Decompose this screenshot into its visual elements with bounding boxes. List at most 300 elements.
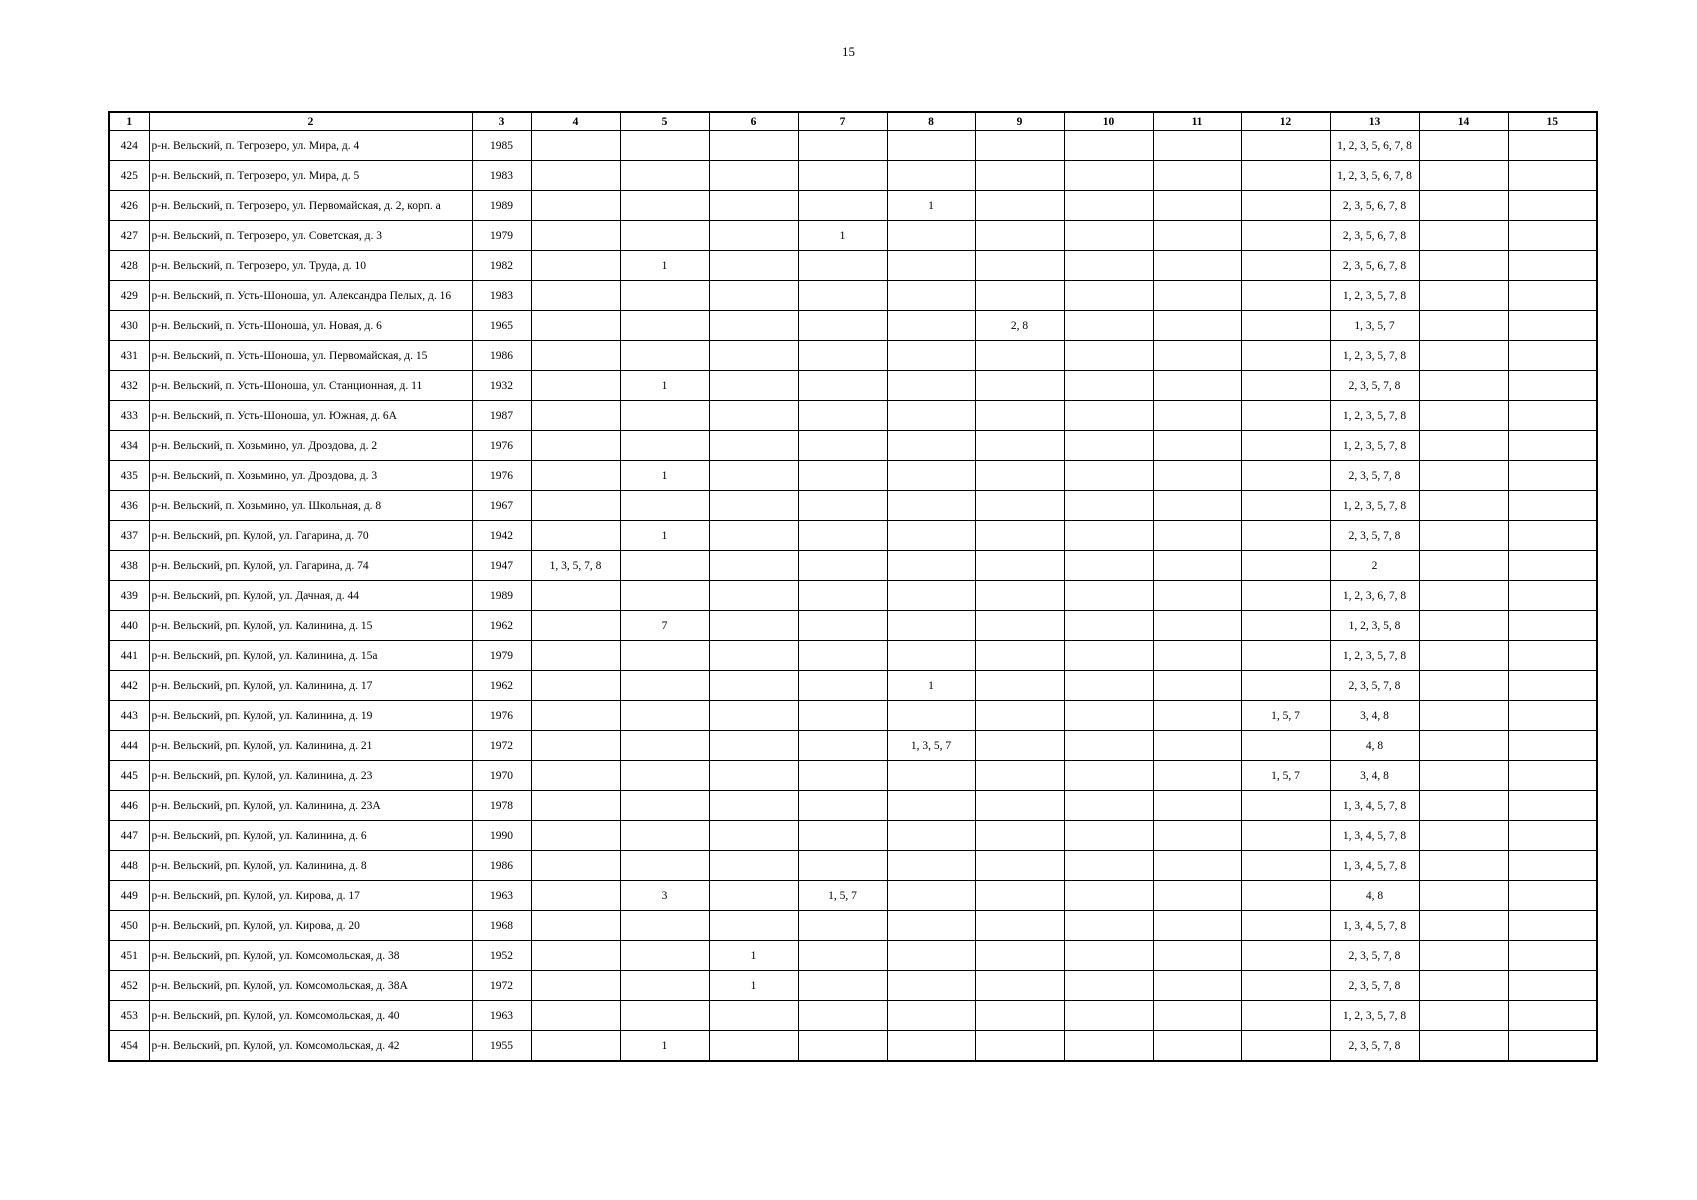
table-cell bbox=[620, 401, 709, 431]
column-header-7: 7 bbox=[798, 112, 887, 131]
table-cell: 1963 bbox=[472, 1001, 531, 1031]
table-row bbox=[109, 401, 1597, 431]
table-cell: 4, 8 bbox=[1330, 731, 1419, 761]
table-row bbox=[109, 1031, 1597, 1062]
table-cell: 1, 3, 4, 5, 7, 8 bbox=[1330, 791, 1419, 821]
table-cell bbox=[531, 1001, 620, 1031]
address-cell: р-н. Вельский, рп. Кулой, ул. Комсомольская, д. 38 bbox=[149, 941, 472, 971]
table-cell: 1 bbox=[620, 251, 709, 281]
table-cell: 1 bbox=[620, 371, 709, 401]
table-cell bbox=[620, 911, 709, 941]
table-cell bbox=[887, 551, 975, 581]
table-cell bbox=[1508, 551, 1597, 581]
table-cell bbox=[1419, 221, 1508, 251]
table-cell: 1, 2, 3, 5, 7, 8 bbox=[1330, 431, 1419, 461]
table-cell bbox=[975, 641, 1064, 671]
table-cell bbox=[1064, 731, 1153, 761]
table-cell bbox=[531, 701, 620, 731]
table-cell bbox=[1241, 671, 1330, 701]
table-cell bbox=[620, 701, 709, 731]
table-cell bbox=[1241, 491, 1330, 521]
address-cell: р-н. Вельский, рп. Кулой, ул. Гагарина, д. 70 bbox=[149, 521, 472, 551]
table-cell bbox=[531, 761, 620, 791]
table-cell bbox=[798, 971, 887, 1001]
column-header-11: 11 bbox=[1153, 112, 1241, 131]
table-cell bbox=[798, 491, 887, 521]
table-cell: 1, 5, 7 bbox=[1241, 761, 1330, 791]
table-cell: 1986 bbox=[472, 341, 531, 371]
table-cell bbox=[1419, 641, 1508, 671]
table-cell bbox=[1064, 611, 1153, 641]
table-cell bbox=[887, 881, 975, 911]
table-cell bbox=[887, 221, 975, 251]
table-cell bbox=[1241, 431, 1330, 461]
table-cell: 1, 3, 4, 5, 7, 8 bbox=[1330, 911, 1419, 941]
table-cell bbox=[1241, 461, 1330, 491]
table-cell bbox=[620, 851, 709, 881]
table-cell bbox=[798, 251, 887, 281]
column-header-1: 1 bbox=[109, 112, 149, 131]
table-cell bbox=[887, 821, 975, 851]
table-cell bbox=[531, 941, 620, 971]
table-cell bbox=[1064, 761, 1153, 791]
table-cell bbox=[1153, 551, 1241, 581]
table-cell: 1985 bbox=[472, 131, 531, 161]
table-row bbox=[109, 371, 1597, 401]
table-cell bbox=[620, 341, 709, 371]
table-cell bbox=[709, 611, 798, 641]
table-cell: 1955 bbox=[472, 1031, 531, 1062]
table-cell bbox=[975, 851, 1064, 881]
column-header-4: 4 bbox=[531, 112, 620, 131]
table-cell bbox=[531, 311, 620, 341]
table-cell: 1, 3, 5, 7, 8 bbox=[531, 551, 620, 581]
table-cell bbox=[531, 371, 620, 401]
table-cell bbox=[1419, 551, 1508, 581]
table-cell bbox=[1064, 221, 1153, 251]
table-cell bbox=[975, 341, 1064, 371]
table-row bbox=[109, 191, 1597, 221]
table-cell bbox=[1419, 161, 1508, 191]
table-cell bbox=[887, 941, 975, 971]
table-cell bbox=[1241, 731, 1330, 761]
table-cell: 1 bbox=[620, 1031, 709, 1062]
table-cell: 4, 8 bbox=[1330, 881, 1419, 911]
table-cell bbox=[709, 251, 798, 281]
table-cell bbox=[1419, 581, 1508, 611]
address-cell: р-н. Вельский, рп. Кулой, ул. Калинина, д. 21 bbox=[149, 731, 472, 761]
table-cell bbox=[975, 611, 1064, 641]
table-cell bbox=[1153, 761, 1241, 791]
table-cell bbox=[975, 941, 1064, 971]
table-cell bbox=[1241, 161, 1330, 191]
table-cell bbox=[531, 401, 620, 431]
table-cell: 2, 3, 5, 7, 8 bbox=[1330, 521, 1419, 551]
table-cell bbox=[620, 971, 709, 1001]
address-cell: р-н. Вельский, рп. Кулой, ул. Калинина, д. 6 bbox=[149, 821, 472, 851]
table-cell bbox=[887, 341, 975, 371]
table-cell bbox=[1241, 1001, 1330, 1031]
table-cell bbox=[531, 611, 620, 641]
table-cell bbox=[709, 761, 798, 791]
table-cell bbox=[798, 641, 887, 671]
table-cell bbox=[1064, 881, 1153, 911]
table-cell bbox=[620, 551, 709, 581]
table-cell bbox=[887, 491, 975, 521]
table-cell bbox=[1064, 671, 1153, 701]
table-cell bbox=[531, 881, 620, 911]
table-cell bbox=[1241, 611, 1330, 641]
row-number-cell: 426 bbox=[109, 191, 149, 221]
table-cell bbox=[531, 851, 620, 881]
table-cell bbox=[531, 461, 620, 491]
table-cell bbox=[1419, 341, 1508, 371]
address-cell: р-н. Вельский, п. Тегрозеро, ул. Труда, д. 10 bbox=[149, 251, 472, 281]
row-number-cell: 428 bbox=[109, 251, 149, 281]
table-cell bbox=[1064, 971, 1153, 1001]
table-cell bbox=[1508, 341, 1597, 371]
address-cell: р-н. Вельский, п. Усть-Шоноша, ул. Южная, д. 6А bbox=[149, 401, 472, 431]
table-cell bbox=[975, 881, 1064, 911]
table-cell bbox=[975, 191, 1064, 221]
table-cell bbox=[709, 791, 798, 821]
table-cell bbox=[887, 791, 975, 821]
table-cell bbox=[709, 581, 798, 611]
row-number-cell: 445 bbox=[109, 761, 149, 791]
table-cell bbox=[798, 431, 887, 461]
table-cell bbox=[975, 251, 1064, 281]
table-cell: 1, 3, 4, 5, 7, 8 bbox=[1330, 821, 1419, 851]
table-cell: 3, 4, 8 bbox=[1330, 701, 1419, 731]
table-cell: 1962 bbox=[472, 611, 531, 641]
address-cell: р-н. Вельский, рп. Кулой, ул. Дачная, д. 44 bbox=[149, 581, 472, 611]
table-cell bbox=[887, 371, 975, 401]
address-cell: р-н. Вельский, рп. Кулой, ул. Комсомольская, д. 42 bbox=[149, 1031, 472, 1062]
table-cell bbox=[1241, 221, 1330, 251]
table-cell bbox=[798, 131, 887, 161]
table-cell bbox=[1153, 971, 1241, 1001]
table-cell bbox=[1241, 1031, 1330, 1062]
table-cell: 1986 bbox=[472, 851, 531, 881]
table-cell bbox=[1241, 581, 1330, 611]
table-cell bbox=[887, 701, 975, 731]
table-cell bbox=[975, 131, 1064, 161]
table-cell bbox=[1064, 641, 1153, 671]
table-cell: 1947 bbox=[472, 551, 531, 581]
table-cell bbox=[1241, 311, 1330, 341]
table-cell bbox=[975, 701, 1064, 731]
table-cell bbox=[1064, 131, 1153, 161]
table-cell bbox=[709, 1031, 798, 1062]
table-cell bbox=[1153, 791, 1241, 821]
table-cell bbox=[1153, 641, 1241, 671]
address-cell: р-н. Вельский, п. Тегрозеро, ул. Первомайская, д. 2, корп. а bbox=[149, 191, 472, 221]
table-cell bbox=[1419, 371, 1508, 401]
table-cell: 1979 bbox=[472, 221, 531, 251]
table-cell bbox=[620, 791, 709, 821]
table-cell bbox=[1508, 161, 1597, 191]
table-cell bbox=[1508, 191, 1597, 221]
table-cell: 1970 bbox=[472, 761, 531, 791]
table-cell bbox=[1153, 581, 1241, 611]
table-cell bbox=[975, 671, 1064, 701]
table-cell bbox=[1419, 521, 1508, 551]
table-cell bbox=[1508, 881, 1597, 911]
table-cell bbox=[975, 461, 1064, 491]
table-cell: 1972 bbox=[472, 731, 531, 761]
table-cell: 1972 bbox=[472, 971, 531, 1001]
table-cell bbox=[1508, 581, 1597, 611]
table-cell bbox=[1064, 491, 1153, 521]
table-cell bbox=[1241, 251, 1330, 281]
table-row bbox=[109, 641, 1597, 671]
table-cell: 1, 2, 3, 5, 7, 8 bbox=[1330, 491, 1419, 521]
table-cell bbox=[1508, 851, 1597, 881]
table-cell bbox=[798, 581, 887, 611]
table-cell bbox=[887, 131, 975, 161]
table-cell: 1, 2, 3, 5, 6, 7, 8 bbox=[1330, 131, 1419, 161]
table-row bbox=[109, 431, 1597, 461]
table-cell: 1990 bbox=[472, 821, 531, 851]
address-cell: р-н. Вельский, п. Тегрозеро, ул. Советская, д. 3 bbox=[149, 221, 472, 251]
table-cell bbox=[531, 821, 620, 851]
table-cell: 2, 3, 5, 6, 7, 8 bbox=[1330, 191, 1419, 221]
table-row bbox=[109, 161, 1597, 191]
column-header-6: 6 bbox=[709, 112, 798, 131]
row-number-cell: 435 bbox=[109, 461, 149, 491]
table-row bbox=[109, 311, 1597, 341]
table-row bbox=[109, 131, 1597, 161]
table-cell bbox=[887, 641, 975, 671]
table-cell bbox=[1064, 191, 1153, 221]
table-cell bbox=[1064, 251, 1153, 281]
row-number-cell: 447 bbox=[109, 821, 149, 851]
table-cell bbox=[1508, 461, 1597, 491]
row-number-cell: 449 bbox=[109, 881, 149, 911]
table-cell bbox=[887, 401, 975, 431]
table-cell bbox=[1153, 311, 1241, 341]
table-cell: 1989 bbox=[472, 191, 531, 221]
table-cell bbox=[1419, 941, 1508, 971]
table-cell bbox=[1419, 191, 1508, 221]
table-cell bbox=[1419, 131, 1508, 161]
table-cell bbox=[975, 281, 1064, 311]
table-cell bbox=[1153, 401, 1241, 431]
table-cell: 2, 8 bbox=[975, 311, 1064, 341]
address-cell: р-н. Вельский, рп. Кулой, ул. Калинина, д. 23А bbox=[149, 791, 472, 821]
table-cell bbox=[1508, 701, 1597, 731]
table-cell bbox=[887, 311, 975, 341]
table-row bbox=[109, 491, 1597, 521]
table-cell bbox=[1153, 461, 1241, 491]
table-cell bbox=[709, 401, 798, 431]
table-cell: 1, 2, 3, 5, 7, 8 bbox=[1330, 341, 1419, 371]
table-cell: 1, 3, 5, 7 bbox=[887, 731, 975, 761]
table-cell bbox=[798, 551, 887, 581]
table-cell bbox=[531, 581, 620, 611]
table-cell bbox=[975, 791, 1064, 821]
table-row bbox=[109, 1001, 1597, 1031]
table-cell: 1 bbox=[887, 191, 975, 221]
table-cell bbox=[531, 491, 620, 521]
address-cell: р-н. Вельский, рп. Кулой, ул. Калинина, д. 17 bbox=[149, 671, 472, 701]
table-cell bbox=[620, 1001, 709, 1031]
table-cell: 1 bbox=[709, 971, 798, 1001]
table-cell bbox=[887, 611, 975, 641]
table-cell bbox=[1153, 281, 1241, 311]
table-cell bbox=[1241, 131, 1330, 161]
address-cell: р-н. Вельский, рп. Кулой, ул. Калинина, д. 15 bbox=[149, 611, 472, 641]
table-cell: 1, 2, 3, 6, 7, 8 bbox=[1330, 581, 1419, 611]
table-cell bbox=[1419, 431, 1508, 461]
address-cell: р-н. Вельский, п. Усть-Шоноша, ул. Новая, д. 6 bbox=[149, 311, 472, 341]
table-cell bbox=[1241, 371, 1330, 401]
table-cell bbox=[1153, 371, 1241, 401]
table-cell bbox=[1153, 341, 1241, 371]
table-cell bbox=[975, 551, 1064, 581]
table-cell bbox=[1241, 341, 1330, 371]
table-cell bbox=[1064, 551, 1153, 581]
table-cell bbox=[798, 1001, 887, 1031]
table-cell bbox=[798, 791, 887, 821]
table-row bbox=[109, 341, 1597, 371]
table-cell bbox=[1508, 971, 1597, 1001]
table-cell: 1 bbox=[709, 941, 798, 971]
table-cell: 1, 2, 3, 5, 7, 8 bbox=[1330, 401, 1419, 431]
table-cell bbox=[1064, 311, 1153, 341]
table-cell bbox=[1419, 251, 1508, 281]
table-cell bbox=[1241, 641, 1330, 671]
table-cell bbox=[1064, 701, 1153, 731]
table-cell: 3, 4, 8 bbox=[1330, 761, 1419, 791]
table-row bbox=[109, 611, 1597, 641]
table-cell: 1952 bbox=[472, 941, 531, 971]
table-cell bbox=[1064, 1031, 1153, 1062]
table-cell bbox=[620, 131, 709, 161]
table-cell bbox=[798, 521, 887, 551]
table-cell bbox=[1153, 851, 1241, 881]
row-number-cell: 439 bbox=[109, 581, 149, 611]
table-cell bbox=[1419, 731, 1508, 761]
table-cell bbox=[1064, 281, 1153, 311]
table-cell bbox=[887, 461, 975, 491]
table-cell bbox=[620, 581, 709, 611]
table-cell bbox=[620, 491, 709, 521]
table-cell bbox=[798, 161, 887, 191]
row-number-cell: 440 bbox=[109, 611, 149, 641]
table-cell bbox=[1153, 251, 1241, 281]
table-cell: 1976 bbox=[472, 461, 531, 491]
table-cell bbox=[887, 161, 975, 191]
address-cell: р-н. Вельский, п. Хозьмино, ул. Дроздова, д. 2 bbox=[149, 431, 472, 461]
table-cell bbox=[798, 761, 887, 791]
table-cell bbox=[531, 161, 620, 191]
address-cell: р-н. Вельский, рп. Кулой, ул. Кирова, д. 20 bbox=[149, 911, 472, 941]
table-cell bbox=[1241, 551, 1330, 581]
table-cell bbox=[887, 911, 975, 941]
table-cell bbox=[1241, 791, 1330, 821]
table-cell: 1983 bbox=[472, 161, 531, 191]
column-header-14: 14 bbox=[1419, 112, 1508, 131]
row-number-cell: 453 bbox=[109, 1001, 149, 1031]
table-cell bbox=[1419, 311, 1508, 341]
table-row bbox=[109, 251, 1597, 281]
table-cell bbox=[887, 251, 975, 281]
table-cell bbox=[1241, 881, 1330, 911]
table-cell bbox=[887, 1001, 975, 1031]
table-cell bbox=[620, 761, 709, 791]
table-cell: 1 bbox=[887, 671, 975, 701]
table-cell bbox=[798, 611, 887, 641]
row-number-cell: 425 bbox=[109, 161, 149, 191]
table-cell bbox=[620, 821, 709, 851]
table-cell bbox=[1508, 281, 1597, 311]
table-cell bbox=[798, 671, 887, 701]
table-cell bbox=[709, 671, 798, 701]
table-cell bbox=[620, 641, 709, 671]
row-number-cell: 454 bbox=[109, 1031, 149, 1062]
table-cell bbox=[709, 191, 798, 221]
table-cell bbox=[709, 161, 798, 191]
address-cell: р-н. Вельский, п. Хозьмино, ул. Дроздова, д. 3 bbox=[149, 461, 472, 491]
table-cell bbox=[709, 491, 798, 521]
table-cell bbox=[531, 791, 620, 821]
table-cell bbox=[709, 641, 798, 671]
table-cell bbox=[1419, 671, 1508, 701]
table-cell bbox=[620, 281, 709, 311]
table-cell bbox=[1241, 851, 1330, 881]
table-cell bbox=[1508, 251, 1597, 281]
table-cell bbox=[531, 251, 620, 281]
table-cell bbox=[975, 161, 1064, 191]
table-cell bbox=[1241, 281, 1330, 311]
table-cell bbox=[1241, 521, 1330, 551]
table-cell bbox=[1153, 521, 1241, 551]
table-cell: 2, 3, 5, 7, 8 bbox=[1330, 461, 1419, 491]
table-cell bbox=[1153, 1031, 1241, 1062]
table-cell bbox=[531, 671, 620, 701]
table-cell bbox=[709, 1001, 798, 1031]
address-cell: р-н. Вельский, рп. Кулой, ул. Калинина, д. 19 bbox=[149, 701, 472, 731]
table-cell bbox=[1153, 161, 1241, 191]
table-cell bbox=[798, 941, 887, 971]
table-cell bbox=[1508, 371, 1597, 401]
table-cell bbox=[798, 371, 887, 401]
table-cell bbox=[1419, 851, 1508, 881]
table-cell bbox=[1419, 761, 1508, 791]
table-cell bbox=[798, 731, 887, 761]
table-cell bbox=[1064, 791, 1153, 821]
table-row bbox=[109, 551, 1597, 581]
table-cell: 1965 bbox=[472, 311, 531, 341]
table-cell: 1, 3, 5, 7 bbox=[1330, 311, 1419, 341]
table-cell bbox=[1419, 701, 1508, 731]
table-cell bbox=[1508, 131, 1597, 161]
table-cell bbox=[1153, 611, 1241, 641]
table-cell bbox=[1508, 431, 1597, 461]
table-row bbox=[109, 521, 1597, 551]
table-cell bbox=[975, 1001, 1064, 1031]
table-cell bbox=[1064, 911, 1153, 941]
row-number-cell: 433 bbox=[109, 401, 149, 431]
table-row bbox=[109, 701, 1597, 731]
table-cell bbox=[709, 701, 798, 731]
table-cell bbox=[1241, 401, 1330, 431]
table-cell bbox=[1508, 611, 1597, 641]
table-cell: 1962 bbox=[472, 671, 531, 701]
table-cell bbox=[1064, 431, 1153, 461]
table-cell bbox=[709, 311, 798, 341]
